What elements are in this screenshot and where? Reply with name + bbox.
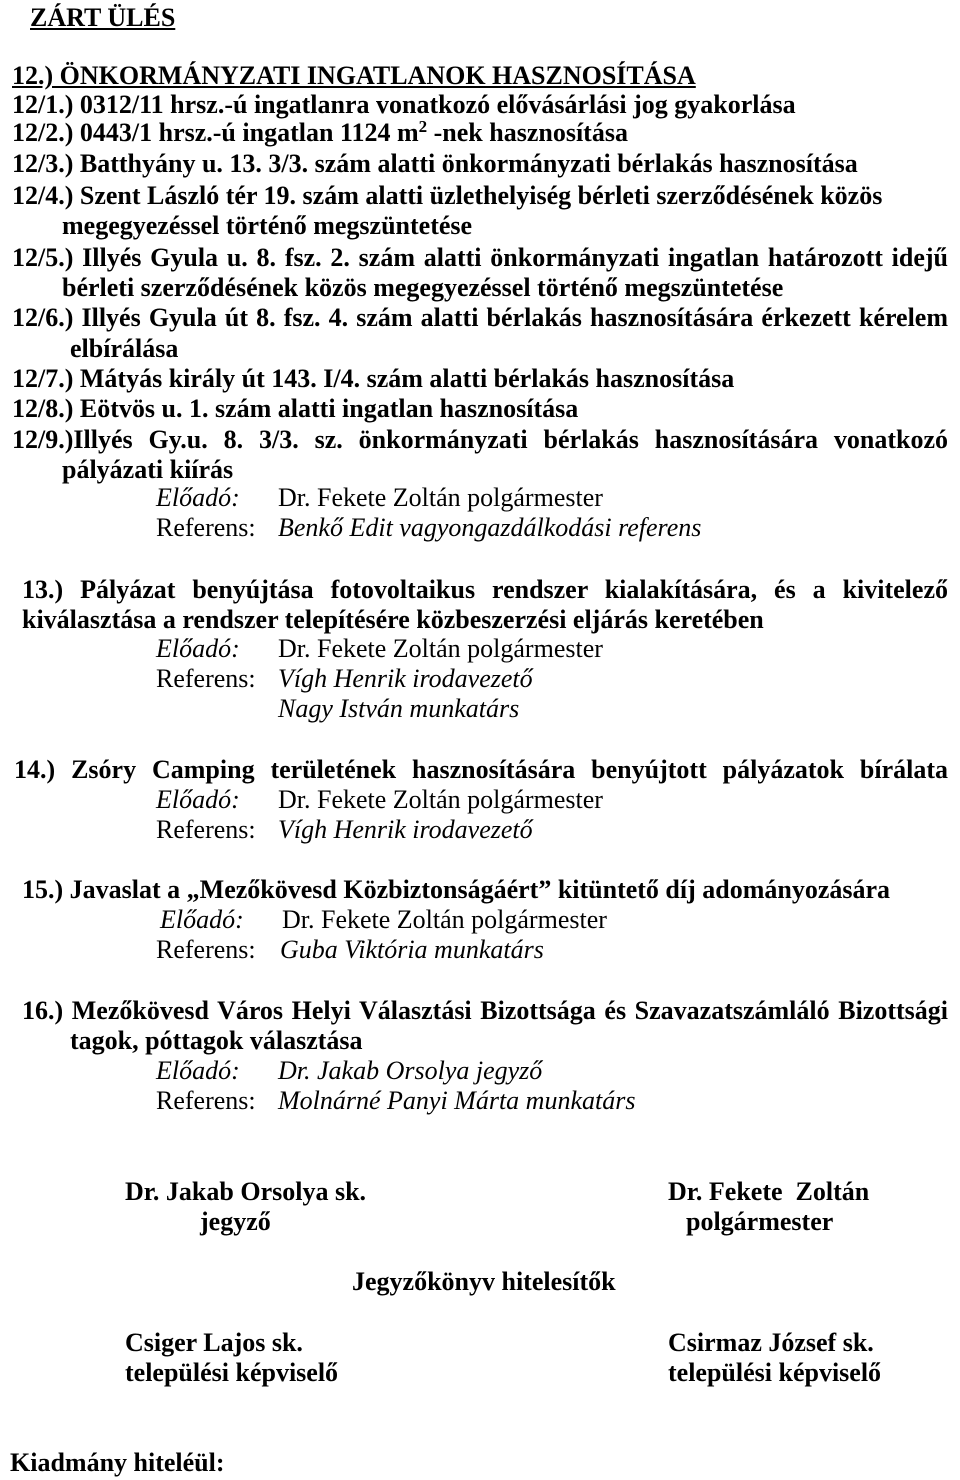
- presenter-label: Előadó:: [156, 634, 240, 663]
- signature-right-title: polgármester: [686, 1207, 834, 1236]
- agenda-subitem-12-6: 12/6.) Illyés Gyula út 8. fsz. 4. szám alatti bérlakás hasznosítására érkezett kérelem: [12, 303, 948, 332]
- agenda-subitem-12-5: 12/5.) Illyés Gyula u. 8. fsz. 2. szám alatti önkormányzati ingatlan határozott idejű: [12, 243, 948, 272]
- authenticator-left-title: települési képviselő: [125, 1358, 339, 1387]
- presenter-name: Dr. Fekete Zoltán polgármester: [278, 785, 603, 814]
- agenda-subitem-12-7: 12/7.) Mátyás király út 143. I/4. szám alatti bérlakás hasznosítása: [12, 364, 735, 393]
- referent-label: Referens:: [156, 935, 256, 964]
- referent-name: Benkő Edit vagyongazdálkodási referens: [278, 513, 702, 542]
- referent-name: Molnárné Panyi Márta munkatárs: [278, 1086, 636, 1115]
- session-title: ZÁRT ÜLÉS: [30, 3, 176, 32]
- presenter-label: Előadó:: [156, 483, 240, 512]
- referent-label: Referens:: [156, 664, 256, 693]
- subitem-12-2-text-end: -nek hasznosítása: [427, 118, 628, 147]
- superscript-two: 2: [418, 117, 428, 136]
- presenter-label: Előadó:: [156, 1056, 240, 1085]
- agenda-subitem-12-4: 12/4.) Szent László tér 19. szám alatti üzlethelyiség bérleti szerződésének közös: [12, 181, 883, 210]
- referent-label: Referens:: [156, 1086, 256, 1115]
- presenter-name: Dr. Fekete Zoltán polgármester: [278, 483, 603, 512]
- referent-label: Referens:: [156, 815, 256, 844]
- agenda-subitem-12-6-continuation: elbírálása: [70, 334, 179, 363]
- agenda-subitem-12-9: 12/9.)Illyés Gy.u. 8. 3/3. sz. önkormányzati bérlakás hasznosítására vonatkozó: [12, 425, 948, 454]
- agenda-item-15-title: 15.) Javaslat a „Mezőkövesd Közbiztonságáért” kitüntető díj adományozására: [22, 875, 891, 904]
- agenda-subitem-12-9-continuation: pályázati kiírás: [62, 455, 234, 484]
- referent-name: Guba Viktória munkatárs: [280, 935, 544, 964]
- agenda-item-14-title: 14.) Zsóry Camping területének hasznosítására benyújtott pályázatok bírálata: [14, 755, 948, 784]
- authenticator-right-title: települési képviselő: [668, 1358, 882, 1387]
- presenter-name: Dr. Fekete Zoltán polgármester: [282, 905, 607, 934]
- signature-left-title: jegyző: [200, 1207, 271, 1236]
- subitem-12-2-text: 12/2.) 0443/1 hrsz.-ú ingatlan 1124 m: [12, 118, 419, 147]
- agenda-subitem-12-8: 12/8.) Eötvös u. 1. szám alatti ingatlan hasznosítása: [12, 394, 579, 423]
- agenda-subitem-12-2: [12, 118, 628, 148]
- referent-name: Vígh Henrik irodavezető: [278, 664, 533, 693]
- agenda-item-13-title-continuation: kiválasztása a rendszer telepítésére közbeszerzési eljárás keretében: [22, 605, 764, 634]
- presenter-label: Előadó:: [160, 905, 244, 934]
- agenda-subitem-12-5-continuation: bérleti szerződésének közös megegyezéssel történő megszüntetése: [62, 273, 784, 302]
- referent-name: Nagy István munkatárs: [278, 694, 520, 723]
- agenda-subitem-12-1: 12/1.) 0312/11 hrsz.-ú ingatlanra vonatkozó elővásárlási jog gyakorlása: [12, 90, 796, 119]
- agenda-item-16-title-continuation: tagok, póttagok választása: [70, 1026, 363, 1055]
- presenter-label: Előadó:: [156, 785, 240, 814]
- signature-right-name: Dr. Fekete Zoltán: [668, 1177, 870, 1206]
- agenda-item-12-heading: 12.) ÖNKORMÁNYZATI INGATLANOK HASZNOSÍTÁSA: [12, 61, 696, 90]
- authenticators-heading: Jegyzőkönyv hitelesítők: [352, 1267, 616, 1296]
- agenda-subitem-12-3: 12/3.) Batthyány u. 13. 3/3. szám alatti önkormányzati bérlakás hasznosítása: [12, 149, 858, 178]
- authenticator-left-name: Csiger Lajos sk.: [125, 1328, 303, 1357]
- presenter-name: Dr. Fekete Zoltán polgármester: [278, 634, 603, 663]
- agenda-item-16-title: 16.) Mezőkövesd Város Helyi Választási Bizottsága és Szavazatszámláló Bizottsági: [22, 996, 948, 1025]
- authenticator-right-name: Csirmaz József sk.: [668, 1328, 874, 1357]
- referent-name: Vígh Henrik irodavezető: [278, 815, 533, 844]
- agenda-item-13-title: 13.) Pályázat benyújtása fotovoltaikus rendszer kialakítására, és a kivitelező: [22, 575, 948, 604]
- agenda-subitem-12-4-continuation: megegyezéssel történő megszüntetése: [62, 211, 473, 240]
- signature-left-name: Dr. Jakab Orsolya sk.: [125, 1177, 367, 1206]
- referent-label: Referens:: [156, 513, 256, 542]
- presenter-name: Dr. Jakab Orsolya jegyző: [278, 1056, 543, 1085]
- certification-label: Kiadmány hiteléül:: [10, 1448, 225, 1477]
